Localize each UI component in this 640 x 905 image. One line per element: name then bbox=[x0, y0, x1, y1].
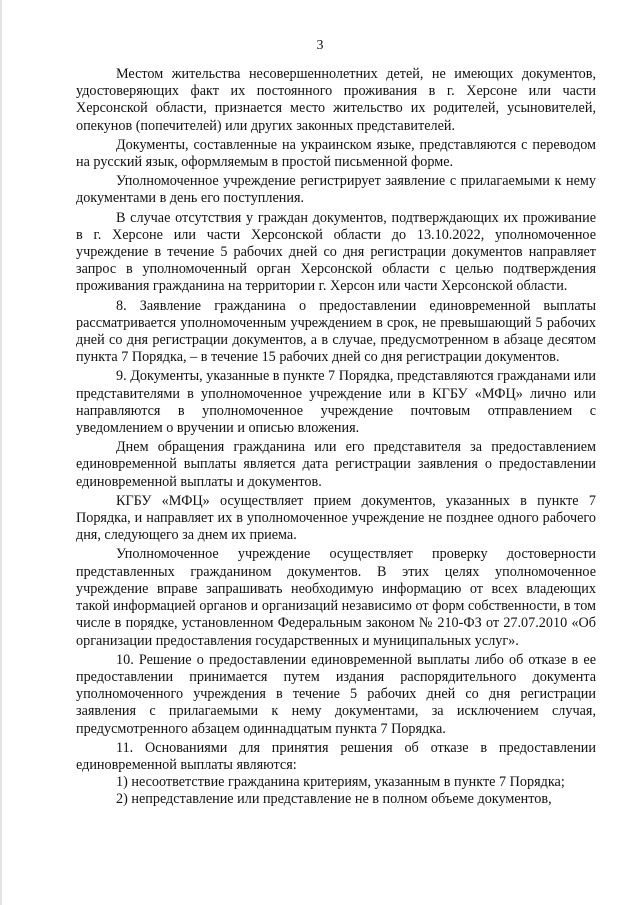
list-item-refusal-2: 2) непредставление или представление не в полном объеме документов, bbox=[116, 791, 552, 808]
document-body bbox=[76, 66, 596, 809]
list-item-refusal-1: 1) несоответствие гражданина критериям, указанным в пункте 7 Порядка; bbox=[116, 774, 565, 791]
paragraph-application-date: Днем обращения гражданина или его представителя за предоставлением единовременной выплаты является дата регистрации заявления о предоставлении единовременной выплаты и документов. bbox=[76, 439, 596, 490]
paragraph-verification: Уполномоченное учреждение осуществляет проверку достоверности представленных гражданином документов. В этих целях уполномоченное учреждение вправе запрашивать необходимую информацию от всех владеющих такой информацией органов и организаций независимо от форм собственности, в том числе в порядке, установленном Федеральным законом № 210-ФЗ от 27.07.2010 «Об организации предоставления государственных и муниципальных услуг». bbox=[76, 546, 596, 649]
paragraph-clause-9: 9. Документы, указанные в пункте 7 Порядка, представляются гражданами или представителями в уполномоченное учреждение или в КГБУ «МФЦ» лично или направляются в уполномоченное учреждение почтовым отправлением с уведомлением о вручении и описью вложения. bbox=[76, 368, 596, 437]
paragraph-mfc: КГБУ «МФЦ» осуществляет прием документов, указанных в пункте 7 Порядка, и направляет их в уполномоченное учреждение не позднее одного рабочего дня, следующего за днем их приема. bbox=[76, 492, 596, 544]
paragraph-ukrainian-documents: Документы, составленные на украинском языке, представляются с переводом на русский язык, оформляемым в простой письменной форме. bbox=[76, 136, 596, 171]
paragraph-absence-of-documents: В случае отсутствия у граждан документов, подтверждающих их проживание в г. Херсоне или части Херсонской области до 13.10.2022, уполномоченное учреждение в течение 5 рабочих дней со дня регистрации документов направляет запрос в уполномоченный орган Херсонской области с целью подтверждения проживания гражданина на территории г. Херсон или части Херсонской области. bbox=[76, 209, 596, 295]
paragraph-residence-minors: Местом жительства несовершеннолетних детей, не имеющих документов, удостоверяющих факт их постоянного проживания в г. Херсоне или части Херсонской области, признается место жительство их родителей, усыновителей, опекунов (попечителей) или других законных представителей. bbox=[76, 66, 596, 134]
paragraph-clause-10: 10. Решение о предоставлении единовременной выплаты либо об отказе в ее предоставлении принимается путем издания распорядительного документа уполномоченного учреждения в течение 5 рабочих дней со дня регистрации заявления с прилагаемыми к нему документами, за исключением случая, предусмотренного абзацем одиннадцатым пункта 7 Порядка. bbox=[76, 651, 596, 737]
paragraph-clause-11: 11. Основаниями для принятия решения об отказе в предоставлении единовременной выплаты являются: bbox=[76, 739, 596, 773]
page-number: 3 bbox=[316, 38, 324, 53]
scan-edge bbox=[0, 0, 2, 905]
paragraph-clause-8: 8. Заявление гражданина о предоставлении единовременной выплаты рассматривается уполномоченным учреждением в срок, не превышающий 5 рабочих дней со дня регистрации документов, а в случае, предусмотренном в абзаце десятом пункта 7 Порядка, – в течение 15 рабочих дней со дня регистрации документов. bbox=[76, 297, 596, 366]
paragraph-registration: Уполномоченное учреждение регистрирует заявление с прилагаемыми к нему документами в день его поступления. bbox=[76, 173, 596, 207]
